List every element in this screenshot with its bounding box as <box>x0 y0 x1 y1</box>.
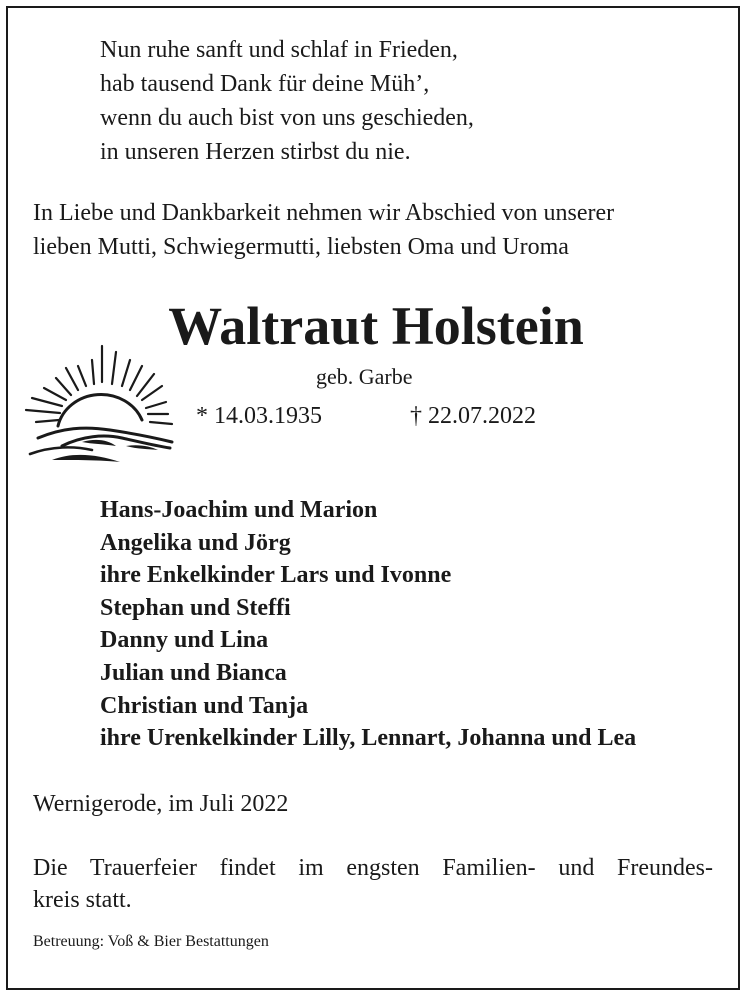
poem-line: wenn du auch bist von uns geschieden, <box>100 105 474 131</box>
intro-line: In Liebe und Dankbarkeit nehmen wir Abschied von unserer <box>33 200 615 226</box>
mourner-entry: Angelika und Jörg <box>100 529 291 556</box>
deceased-name: Waltraut Holstein <box>168 296 584 356</box>
mourner-entry: Julian und Bianca <box>100 659 287 686</box>
poem <box>100 33 474 169</box>
maiden-name: geb. Garbe <box>316 364 413 389</box>
mourner-entry: Christian und Tanja <box>100 692 309 719</box>
poem-line: Nun ruhe sanft und schlaf in Frieden, <box>100 37 458 63</box>
sunset-over-hills-icon <box>22 342 178 472</box>
funeral-notice-line: kreis statt. <box>33 887 132 913</box>
birth-date: * 14.03.1935 <box>196 403 322 429</box>
mourner-entry: Stephan und Steffi <box>100 594 291 621</box>
mourner-entry: Danny und Lina <box>100 627 269 654</box>
farewell-intro <box>33 196 614 264</box>
mourner-entry: ihre Enkelkinder Lars und Ivonne <box>100 562 452 589</box>
mourner-entry: Hans-Joachim und Marion <box>100 497 378 523</box>
poem-line: hab tausend Dank für deine Müh’, <box>100 71 430 97</box>
funeral-notice <box>33 852 713 916</box>
mourner-entry: ihre Urenkelkinder Lilly, Lennart, Johanna und Lea <box>100 725 637 752</box>
undertaker-credit: Betreuung: Voß & Bier Bestattungen <box>33 933 269 950</box>
mourners-list <box>100 494 636 755</box>
intro-line: lieben Mutti, Schwiegermutti, liebsten Oma und Uroma <box>33 234 569 260</box>
funeral-notice-line: Die Trauerfeier findet im engsten Familien- und Freundes- <box>33 855 713 881</box>
place-and-date: Wernigerode, im Juli 2022 <box>33 791 289 817</box>
poem-line: in unseren Herzen stirbst du nie. <box>100 139 411 165</box>
death-date: † 22.07.2022 <box>410 403 536 429</box>
